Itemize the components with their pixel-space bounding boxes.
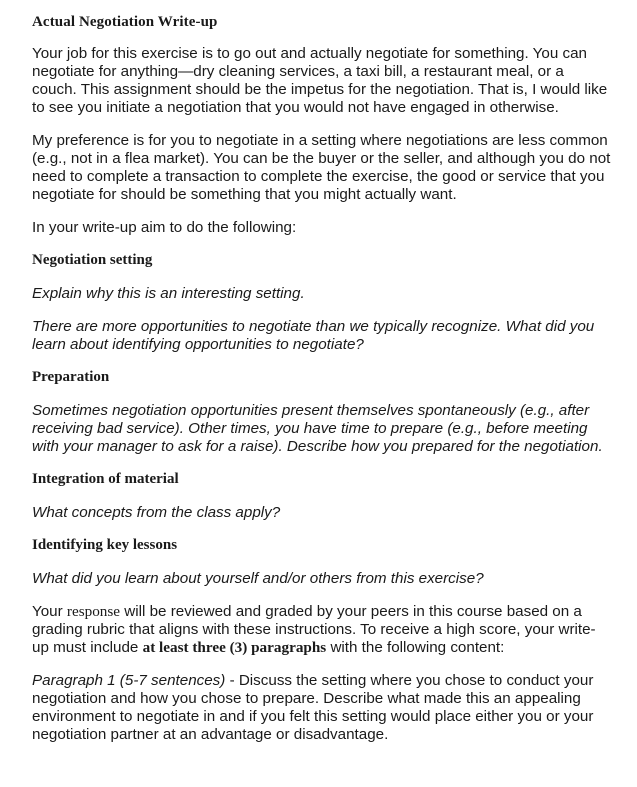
preference-paragraph: My preference is for you to negotiate in a setting where negotiations are less common (e.g., not in a flea market). You can be the buyer or the seller, and although you do not need to complete a transaction to complete the exercise, the good or service that you negotiate for should be something that you might actually want.	[32, 132, 611, 203]
integration-question: What concepts from the class apply?	[32, 504, 281, 521]
setting-question-2: There are more opportunities to negotiate than we typically recognize. What did you learn about identifying opportunities to negotiate?	[32, 318, 595, 353]
paragraph-1-text: - Discuss the setting where you chose to conduct your negotiation and how you chose to prepare. Describe what made this an appealing environment to negotiate in and if you felt this setting would place either you or your negotiation partner at an advantage or disadvantage.	[32, 672, 594, 743]
paragraph-1-label: Paragraph 1 (5-7 sentences)	[32, 672, 226, 689]
grading-paragraph	[32, 603, 612, 657]
paragraph-1-instructions	[32, 672, 612, 744]
preparation-question: Sometimes negotiation opportunities present themselves spontaneously (e.g., after receiving bad service). Other times, you have time to prepare (e.g., before meeting with your manager to ask for a raise). Describe how you prepared for the negotiation.	[32, 402, 603, 455]
grading-emphasis: at least three (3) paragraphs	[142, 639, 327, 656]
intro-paragraph: Your job for this exercise is to go out and actually negotiate for something. You can negotiate for anything—dry cleaning services, a taxi bill, a restaurant meal, or a couch. This assignment should be the impetus for the negotiation. That is, I would like to see you initiate a negotiation that you would not have engaged in otherwise.	[32, 45, 608, 116]
heading-preparation: Preparation	[32, 369, 110, 385]
grading-text-1: Your	[32, 603, 67, 620]
grading-response-word: response	[66, 603, 121, 620]
setting-question-1: Explain why this is an interesting setting.	[32, 285, 305, 302]
grading-text-3: with the following content:	[326, 639, 505, 656]
heading-negotiation-setting: Negotiation setting	[32, 252, 153, 268]
grading-text-2: will be reviewed and graded by your peers in this course based on a grading rubric that aligns with these instructions. To receive a high score, your write-up must include	[32, 603, 596, 656]
document-page	[32, 14, 612, 759]
lessons-question: What did you learn about yourself and/or others from this exercise?	[32, 570, 484, 587]
heading-integration: Integration of material	[32, 471, 179, 487]
heading-key-lessons: Identifying key lessons	[32, 537, 178, 553]
document-title: Actual Negotiation Write-up	[32, 14, 218, 30]
aim-paragraph: In your write-up aim to do the following:	[32, 219, 297, 236]
